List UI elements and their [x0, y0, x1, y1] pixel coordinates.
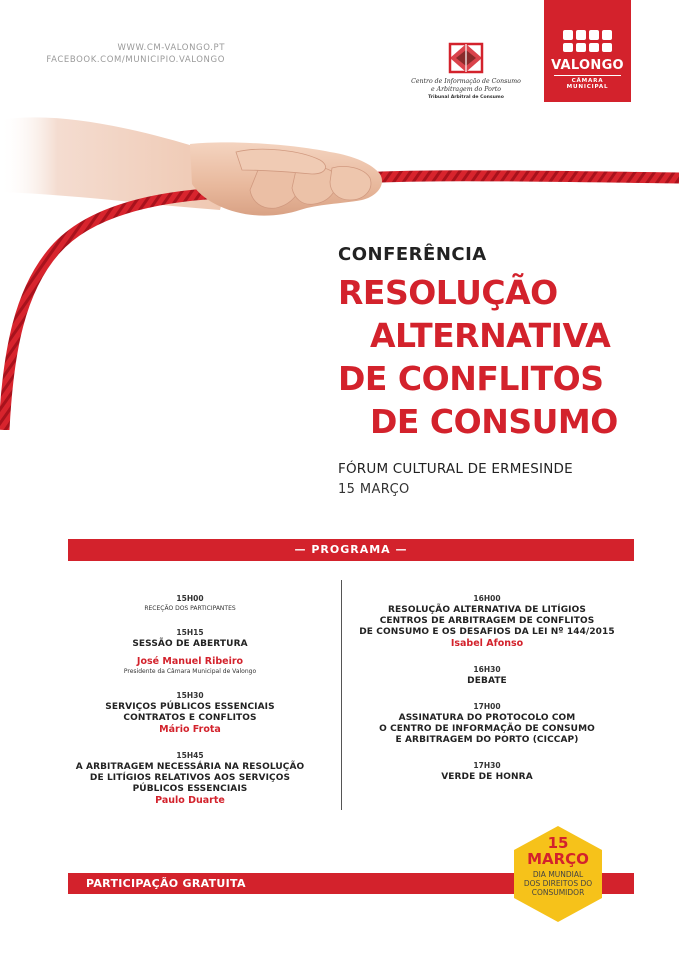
item-description: RESOLUÇÃO ALTERNATIVA DE LITÍGIOS: [388, 605, 586, 615]
valongo-pictograms-icon: [544, 0, 631, 40]
item-description: DE CONSUMO E OS DESAFIOS DA LEI Nº 144/2015: [359, 627, 615, 637]
item-description: SESSÃO DE ABERTURA: [132, 639, 248, 649]
speaker-name: José Manuel Ribeiro: [136, 656, 244, 667]
item-description: DEBATE: [467, 676, 507, 686]
badge-description: DIA MUNDIAL DOS DIREITOS DO CONSUMIDOR: [523, 870, 593, 897]
facebook-link[interactable]: FACEBOOK.COM/MUNICIPIO.VALONGO: [46, 55, 225, 65]
website-link[interactable]: WWW.CM-VALONGO.PT: [117, 43, 225, 53]
badge-text: [510, 824, 606, 897]
badge-month: MARÇO: [527, 850, 589, 868]
list-item: [70, 743, 310, 807]
programa-left-column: [70, 586, 310, 814]
programa-header: — PROGRAMA —: [68, 539, 634, 561]
list-item: [70, 586, 310, 613]
item-description: E ARBITRAGEM DO PORTO (CICCAP): [395, 735, 579, 745]
list-item: [70, 683, 310, 736]
consumer-day-badge: [510, 824, 606, 924]
speaker-name: Isabel Afonso: [450, 638, 524, 649]
list-item: [352, 657, 622, 687]
list-item: [352, 753, 622, 783]
event-date: 15 MARÇO: [338, 482, 410, 497]
item-description: A ARBITRAGEM NECESSÁRIA NA RESOLUÇÃO: [75, 762, 305, 772]
venue: FÓRUM CULTURAL DE ERMESINDE: [338, 461, 573, 477]
valongo-name: VALONGO: [551, 58, 624, 73]
title-line-3: DE CONFLITOS: [338, 359, 604, 398]
item-description: ASSINATURA DO PROTOCOLO COM: [398, 713, 576, 723]
time-label: 16H30: [470, 665, 503, 675]
time-label: 15H00: [173, 594, 206, 604]
list-item: [70, 620, 310, 676]
list-item: [352, 694, 622, 746]
time-label: 15H30: [173, 691, 206, 701]
item-description: CENTROS DE ARBITRAGEM DE CONFLITOS: [379, 616, 595, 626]
badge-day: 15: [547, 834, 569, 852]
time-label: 15H45: [173, 751, 206, 761]
time-label: 15H15: [173, 628, 206, 638]
participation-label: PARTICIPAÇÃO GRATUITA: [86, 877, 246, 890]
title-line-2: ALTERNATIVA: [370, 316, 611, 355]
time-label: 17H30: [470, 761, 503, 771]
speaker-role: Presidente da Câmara Municipal de Valongo: [123, 668, 257, 675]
item-description: SERVIÇOS PÚBLICOS ESSENCIAIS: [105, 702, 275, 712]
web-links: [40, 42, 225, 66]
speaker-name: Mário Frota: [159, 724, 221, 735]
time-label: 17H00: [470, 702, 503, 712]
item-description: O CENTRO DE INFORMAÇÃO DE CONSUMO: [379, 724, 595, 734]
item-description: RECEÇÃO DOS PARTICIPANTES: [144, 605, 236, 612]
time-label: 16H00: [470, 594, 503, 604]
conference-kicker: CONFERÊNCIA: [338, 244, 487, 265]
list-item: [352, 586, 622, 650]
valongo-badge: [544, 0, 631, 102]
title-line-1: RESOLUÇÃO: [338, 273, 558, 312]
title-block: [338, 244, 668, 443]
valongo-subtitle: CÂMARA MUNICIPAL: [554, 75, 621, 90]
item-description: VERDE DE HONRA: [441, 772, 533, 782]
item-description: CONTRATOS E CONFLITOS: [123, 713, 257, 723]
ciccap-name: Centro de Informação de Consumo e Arbitragem do Porto: [411, 78, 521, 93]
speaker-name: Paulo Duarte: [155, 795, 225, 806]
ciccap-emblem-icon: [446, 40, 486, 76]
valongo-pictograms-row2-icon: [544, 40, 631, 52]
title-line-4: DE CONSUMO: [370, 402, 618, 441]
item-description: PÚBLICOS ESSENCIAIS: [132, 784, 248, 794]
item-description: DE LITÍGIOS RELATIVOS AOS SERVIÇOS: [89, 773, 291, 783]
column-divider: [341, 580, 342, 810]
ciccap-subtitle: Tribunal Arbitral de Consumo: [428, 95, 504, 100]
main-title: [338, 271, 668, 443]
programa-right-column: [352, 586, 622, 790]
